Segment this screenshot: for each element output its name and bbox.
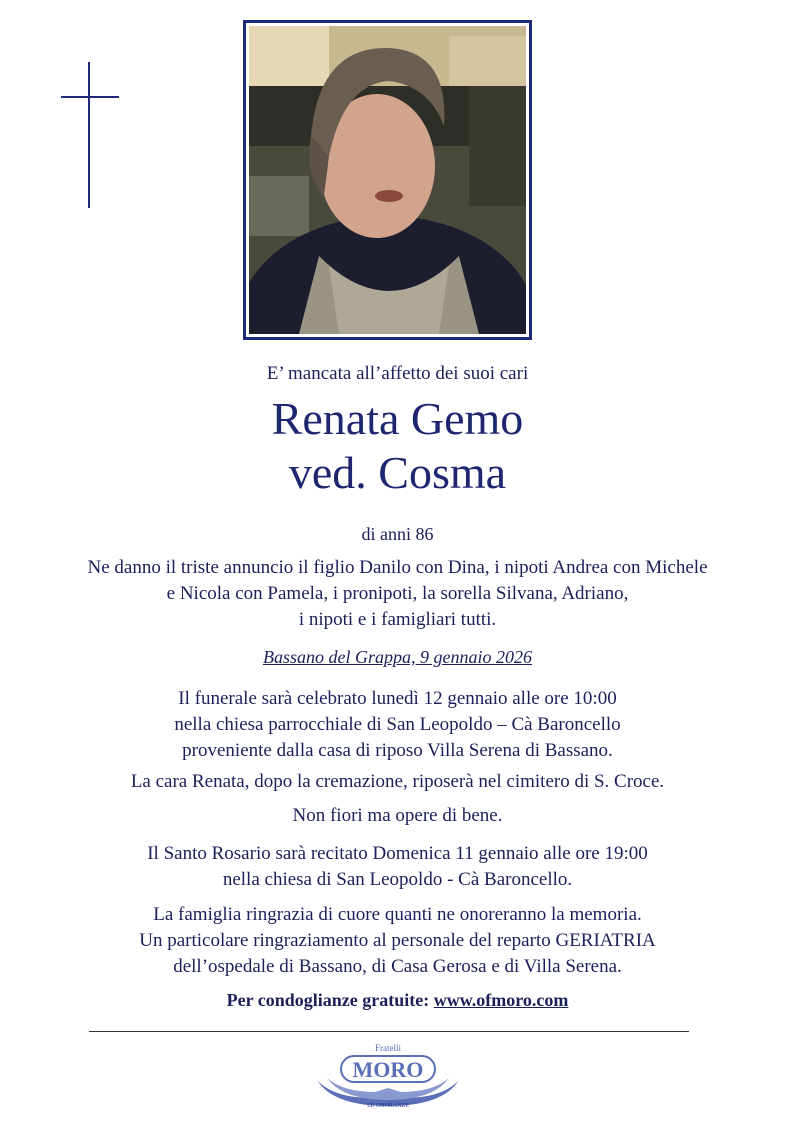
announcement-line: e Nicola con Pamela, i pronipoti, la sorella Silvana, Adriano,	[166, 583, 629, 604]
cremation-text: La cara Renata, dopo la cremazione, riposerà nel cimitero di S. Croce.	[130, 771, 665, 792]
condolences-label: Per condoglianze gratuite:	[226, 990, 434, 1010]
place-date-text: Bassano del Grappa, 9 gennaio 2026	[263, 647, 532, 667]
hands-logo-icon	[313, 1040, 463, 1108]
funeral-home-logo	[313, 1040, 463, 1108]
logo-top-text: Fratelli	[375, 1043, 401, 1053]
name-line-1: Renata Gemo	[271, 393, 524, 444]
funeral-info	[0, 686, 795, 764]
flowers-text: Non fiori ma opere di bene.	[292, 805, 503, 826]
name-line-2: ved. Cosma	[288, 447, 507, 498]
logo-main-text: MORO	[352, 1057, 424, 1082]
funeral-line: Il funerale sarà celebrato lunedì 12 gennaio alle ore 10:00	[178, 688, 617, 709]
announcement-line: i nipoti e i famigliari tutti.	[298, 609, 497, 630]
deceased-name	[0, 392, 795, 500]
announcement	[0, 555, 795, 633]
logo-bottom-text: LE ONORANZE	[367, 1103, 409, 1108]
age-text: di anni 86	[361, 524, 434, 544]
cross-icon	[88, 62, 90, 208]
thanks-text	[0, 902, 795, 980]
divider	[89, 1031, 689, 1032]
funeral-line: nella chiesa parrocchiale di San Leopoldo – Cà Baroncello	[174, 714, 621, 735]
funeral-line: proveniente dalla casa di riposo Villa Serena di Bassano.	[182, 740, 613, 761]
thanks-line: dell’ospedale di Bassano, di Casa Gerosa e di Villa Serena.	[173, 956, 622, 977]
portrait-image	[249, 26, 526, 334]
thanks-line: La famiglia ringrazia di cuore quanti ne onoreranno la memoria.	[153, 904, 642, 925]
announcement-line: Ne danno il triste annuncio il figlio Danilo con Dina, i nipoti Andrea con Michele	[87, 557, 708, 578]
condolences	[0, 990, 795, 1011]
rosary-line: nella chiesa di San Leopoldo - Cà Baroncello.	[222, 869, 573, 890]
thanks-line: Un particolare ringraziamento al personale del reparto GERIATRIA	[139, 930, 656, 951]
rosary-line: Il Santo Rosario sarà recitato Domenica 11 gennaio alle ore 19:00	[147, 843, 648, 864]
intro-text: E’ mancata all’affetto dei suoi cari	[266, 363, 529, 384]
cross-icon-bar	[61, 96, 119, 98]
portrait-photo	[243, 20, 532, 340]
condolences-link[interactable]: www.ofmoro.com	[433, 990, 569, 1010]
rosary-info	[0, 841, 795, 893]
place-date	[0, 647, 795, 668]
